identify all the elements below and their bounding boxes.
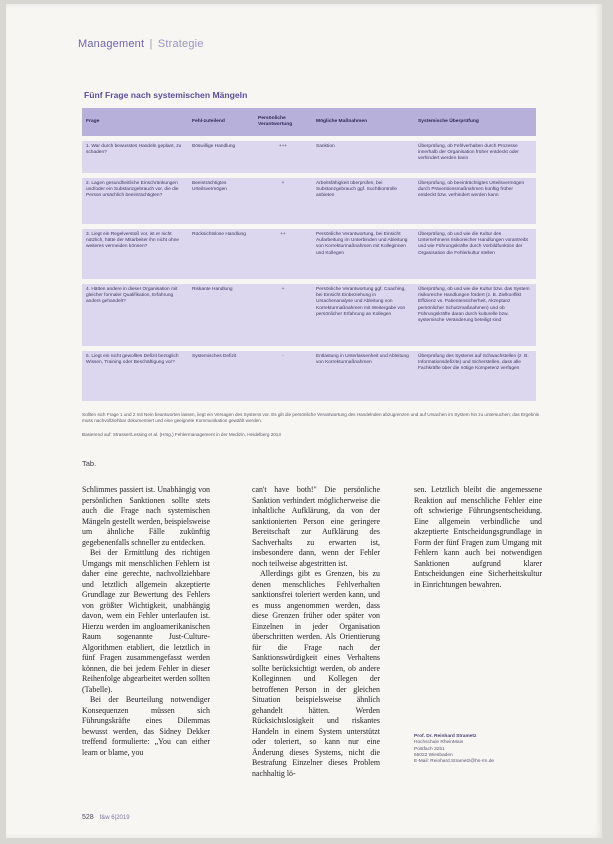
table-cell: Entlastung in Unterlassenheit und Ableitung von Korrekturmaßnahmen (312, 349, 414, 402)
section-header (78, 38, 204, 50)
table-cell: Beeinträchtigtes Urteilsvermögen (188, 176, 254, 227)
table-cell: Persönliche Verantwortung ggf. Coaching, bei Einsicht Einbeziehung in Ursachenanalyse und Ableitung von Korrekturmaßnahmen mit Weitergabe von persönlicher Erfahrung an Kollegen (312, 282, 414, 349)
table-cell: 4. Hätten andere in dieser Organisation mit gleicher formaler Qualifikation, Erfahrung anders gehandelt? (82, 282, 188, 349)
author-email: E-Mail: Reinhard.Strametz@hs-rm.de (414, 759, 495, 765)
table-cell: + (254, 176, 312, 227)
column-header-category: Fehl-zuteilend (188, 108, 254, 139)
section-name: Management (78, 38, 145, 50)
table-cell: + (254, 282, 312, 349)
magazine-issue: f&w 6|2019 (99, 815, 130, 821)
table-cell: Riskante Handlung (188, 282, 254, 349)
column-header-systemic-review: Systemische Überprüfung (414, 108, 536, 139)
systemic-deficits-table (82, 108, 536, 401)
table-cell: Böswillige Handlung (188, 139, 254, 176)
table-row (82, 349, 536, 402)
table-title: Fünf Frage nach systemischen Mängeln (84, 90, 248, 100)
author-info (414, 734, 544, 765)
table-cell: 3. Liegt ein Regelverstoß vor, ist er nicht nützlich, hätte der Mitarbeiter ihn nicht ohne weiteres vermeiden können? (82, 227, 188, 282)
table-row (82, 227, 536, 282)
body-paragraph: Bei der Beurteilung notwendiger Konsequenzen müssen sich Führungskräfte eines Dilemmas bewusst werden, das Sidney Dekker treffend formulierte: „You can either learn or blame, you (82, 695, 210, 757)
author-line: 65022 Wiesbaden (414, 752, 453, 758)
body-paragraph: Bei der Ermittlung des richtigen Umgangs mit menschlichen Fehlern ist daher eine gerechte, nachvollziehbare und letztlich allgemein akzeptierte Grundlage zur Bewertung des Fehlers von größter Wichtigkeit, unabhängig davon, wem ein Fehler unterlaufen ist. Hierzu werden im angloamerikanischen Raum sogenannte Just-Culture-Algorithmen etabliert, die letztlich in fünf Fragen zusammengefasst werden können, die bei jedem Fehler in dieser Reihenfolge abgearbeitet werden sollten (Tabelle). (82, 548, 210, 694)
table-cell: ++ (254, 227, 312, 282)
body-paragraph: can't have both!" Die persönliche Sanktion verhindert möglicherweise die inhaltliche Aufklärung, da von der sanktionierten Person eine geringere Bereitschaft zur Aufklärung des Sachverhalts zu erwarten ist, insbesondere dann, wenn der Fehler noch teilweise abgestritten ist. (252, 485, 380, 568)
table-cell: Rücksichtslose Handlung (188, 227, 254, 282)
author-line: Hochschule RheinMain (414, 740, 464, 746)
body-column-1 (82, 485, 210, 758)
table-header-row (82, 108, 536, 139)
magazine-page (6, 4, 602, 838)
author-line: Postfach 3251 (414, 746, 445, 752)
body-column-3 (414, 485, 542, 590)
author-name: Prof. Dr. Reinhard Strametz (414, 734, 477, 739)
table-cell: - (254, 349, 312, 402)
body-paragraph: Schlimmes passiert ist. Unabhängig von persönlichen Sanktionen sollte stets auch die Frage nach systemischen Mängeln gestellt werden, beispielsweise um ähnliche Fälle zukünftig gegebenenfalls schneller zu entdecken. (82, 485, 210, 547)
table-caption-label: Tab. (82, 459, 97, 468)
table-cell: Überprüfung des Systems auf Schwachstellen (z. B. Informationsdefizite) und Sicherstellen, dass alle Fachkräfte über die nötige Kompetenz verfügen (414, 349, 536, 402)
table-cell: Überprüfung, ob und wie die Kultur bzw. das System risikoreiche Handlungen fördert (z. B. Zielkonflikt Effizienz vs. Patientensicherheit, Akzeptanz persönlicher Schutzmaßnahmen) und ob Führungskräfte daran durch kulturelle bzw. systemische Veränderung beteiligt sind (414, 282, 536, 349)
table-source-note: Basierend auf: Strasser/Lessing et al. (Hrsg.) Fehlermanagement in der Medizin, Heidelberg 2013 (82, 432, 281, 437)
table-row (82, 139, 536, 176)
table-cell: Systemisches Defizit (188, 349, 254, 402)
table-cell: Persönliche Verantwortung, bei Einsicht Aufarbeitung im Unterbinden und Ableitung von Korrekturmaßnahmen mit Kolleginnen und Kollegen (312, 227, 414, 282)
page-number: 528 (82, 814, 94, 821)
table-cell: Überprüfung, ob beeinträchtigtes Urteilsvermögen durch Präventionsmaßnahmen künftig früher entdeckt bzw. verhindert werden kann (414, 176, 536, 227)
table-cell: Sanktion (312, 139, 414, 176)
table-cell: 1. War durch bewusstes Handeln geplant, zu schaden? (82, 139, 188, 176)
table-cell: Überprüfung, ob Fehlverhalten durch Prozesse innerhalb der Organisation früher entdeckt oder verhindert werden kann (414, 139, 536, 176)
table-cell: +++ (254, 139, 312, 176)
table-cell: 5. Liegt ein nicht gewolltes Defizit bezüglich Wissen, Training oder Beschäftigung vor? (82, 349, 188, 402)
table-row (82, 282, 536, 349)
column-header-question: Frage (82, 108, 188, 139)
table-row (82, 176, 536, 227)
section-separator: | (149, 38, 153, 50)
table-cell: Überprüfung, ob und wie die Kultur des Unternehmens risikoreicher Handlungen vorantreibt und wie Führungskräfte durch Vorbildfunktion der Organisation die Fehlerkultur stellen (414, 227, 536, 282)
table-cell: 2. Lagen gesundheitliche Einschränkungen und/oder ein Substanzgebrauch vor, die die Person ursächlich beeinträchtigten? (82, 176, 188, 227)
table-cell: Arbeitsfähigkeit überprüfen, bei Substanzgebrauch ggf. Suchtkontrolle anbieten (312, 176, 414, 227)
body-paragraph: sen. Letztlich bleibt die angemessene Reaktion auf menschliche Fehler eine oft schwierige Führungsentscheidung. Eine allgemein verbindliche und akzeptierte Entscheidungsgrundlage in Form der fünf Fragen zum Umgang mit Fehlern kann auch bei notwendigen Sanktionen aufgrund klarer Entscheidungen eine Sicherheitskultur in Einrichtungen bewahren. (414, 485, 542, 589)
body-column-2 (252, 485, 380, 779)
body-paragraph: Allerdings gibt es Grenzen, bis zu denen menschliches Fehlverhalten sanktionsfrei toleriert werden kann, und es muss angenommen werden, dass diese Grenzen früher oder später von Einzelnen in jeder Organisation überschritten werden. Als Orientierung für die Frage nach der Sanktionswürdigkeit eines Verhaltens sollte berücksichtigt werden, ob andere Kolleginnen und Kollegen der betroffenen Person in der gleichen Situation beispielsweise ähnlich gehandelt hätten. Werden Rücksichtslosigkeit und riskantes Handeln in einem System unterstützt oder toleriert, so kann nur eine Änderung dieses Systems, nicht die Bestrafung Einzelner dieses Problem nachhaltig lö- (252, 569, 380, 778)
column-header-measures: Mögliche Maßnahmen (312, 108, 414, 139)
table-footnote: Sollten sich Frage 1 und 2 mit Nein beantworten lassen, liegt ein Versagen des Systems vor. Es gilt die persönliche Verantwortung des Handelnden abzugrenzen und auf Ursachen im System hin zu untersuchen; das Ergebnis muss nachvollziehbar dokumentiert und eine geeignete Kommunikation gewählt werden. (82, 412, 540, 423)
page-folio (82, 814, 130, 821)
column-header-responsibility: Persönliche Verantwortung (254, 108, 312, 139)
subsection-name: Strategie (157, 38, 204, 50)
